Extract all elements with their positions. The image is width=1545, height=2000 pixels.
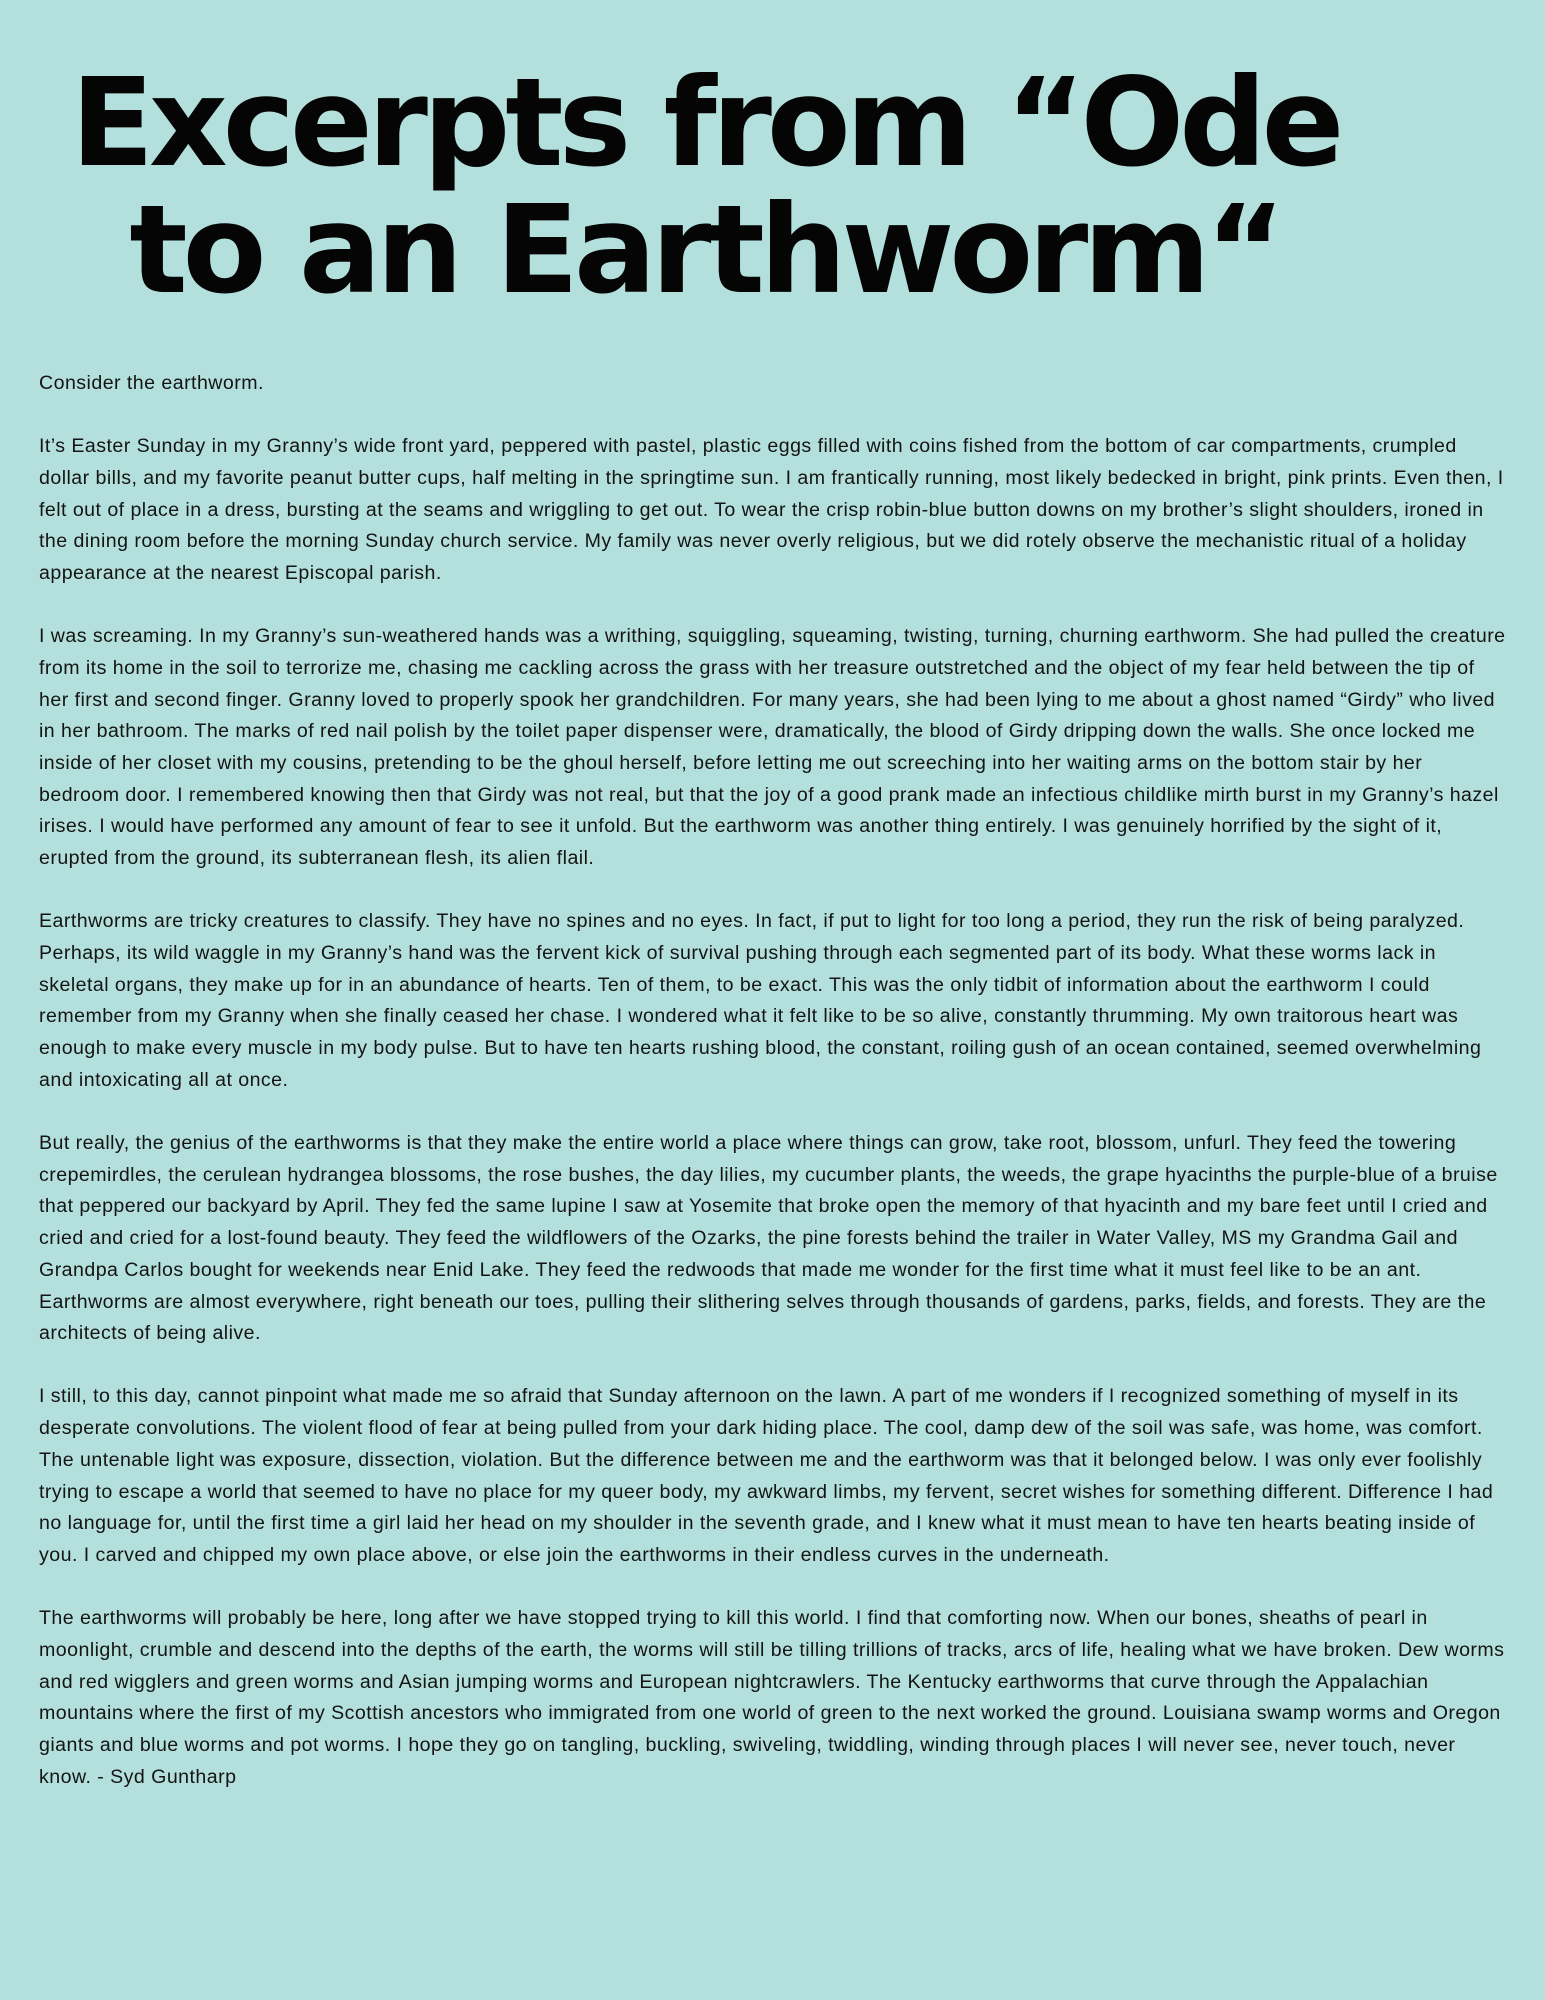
essay-body: [39, 368, 1507, 1825]
paragraph-opening: Consider the earthworm.: [39, 372, 264, 394]
paragraph-genius: But really, the genius of the earthworms is that they make the entire world a place where things can grow, take root, blossom, unfurl. They feed the towering crepemirdles, the cerulean hydrangea blossoms, the rose bushes, the day lilies, my cucumber plants, the weeds, the grape hyacinths the purple-blue of a bruise that peppered our backyard by April. They fed the same lupine I saw at Yosemite that broke open the memory of that hyacinth and my bare feet until I cried and cried and cried for a lost-found beauty. They feed the wildflowers of the Ozarks, the pine forests behind the trailer in Water Valley, MS my Grandma Gail and Grandpa Carlos bought for weekends near Enid Lake. They feed the redwoods that made me wonder for the first time what it must feel like to be an ant. Earthworms are almost everywhere, right beneath our toes, pulling their slithering selves through thousands of gardens, parks, fields, and forests. They are the architects of being alive.: [39, 1132, 1498, 1345]
paragraph-closing-signature: The earthworms will probably be here, long after we have stopped trying to kill this world. I find that comforting now. When our bones, sheaths of pearl in moonlight, crumble and descend into the depths of the earth, the worms will still be tilling trillions of tracks, arcs of life, healing what we have broken. Dew worms and red wigglers and green worms and Asian jumping worms and European nightcrawlers. The Kentucky earthworms that curve through the Appalachian mountains where the first of my Scottish ancestors who immigrated from one world of green to the next worked the ground. Louisiana swamp worms and Oregon giants and blue worms and pot worms. I hope they go on tangling, buckling, swiveling, twiddling, winding through places I will never see, never touch, never know. - Syd Guntharp: [39, 1607, 1505, 1788]
paragraph-classify: Earthworms are tricky creatures to classify. They have no spines and no eyes. In fact, if put to light for too long a period, they run the risk of being paralyzed. Perhaps, its wild waggle in my Granny’s hand was the fervent kick of survival pushing through each segmented part of its body. What these worms lack in skeletal organs, they make up for in an abundance of hearts. Ten of them, to be exact. This was the only tidbit of information about the earthworm I could remember from my Granny when she finally ceased her chase. I wondered what it felt like to be so alive, constantly thrumming. My own traitorous heart was enough to make every muscle in my body pulse. But to have ten hearts rushing blood, the constant, roiling gush of an ocean contained, seemed overwhelming and intoxicating all at once.: [39, 910, 1482, 1091]
paragraph-screaming: I was screaming. In my Granny’s sun-weathered hands was a writhing, squiggling, squeaming, twisting, turning, churning earthworm. She had pulled the creature from its home in the soil to terrorize me, chasing me cackling across the grass with her treasure outstretched and the object of my fear held between the tip of her first and second finger. Granny loved to properly spook her grandchildren. For many years, she had been lying to me about a ghost named “Girdy” who lived in her bathroom. The marks of red nail polish by the toilet paper dispenser were, dramatically, the blood of Girdy dripping down the walls. She once locked me inside of her closet with my cousins, pretending to be the ghoul herself, before letting me out screeching into her waiting arms on the bottom stair by her bedroom door. I remembered knowing then that Girdy was not real, but that the joy of a good prank made an infectious childlike mirth burst in my Granny’s hazel irises. I would have performed any amount of fear to see it unfold. But the earthworm was another thing entirely. I was genuinely horrified by the sight of it, erupted from the ground, its subterranean flesh, its alien flail.: [39, 625, 1506, 870]
paragraph-easter-sunday: It’s Easter Sunday in my Granny’s wide front yard, peppered with pastel, plastic eggs filled with coins fished from the bottom of car compartments, crumpled dollar bills, and my favorite peanut butter cups, half melting in the springtime sun. I am frantically running, most likely bedecked in bright, pink prints. Even then, I felt out of place in a dress, bursting at the seams and wriggling to get out. To wear the crisp robin-blue button downs on my brother’s slight shoulders, ironed in the dining room before the morning Sunday church service. My family was never overly religious, but we did rotely observe the mechanistic ritual of a holiday appearance at the nearest Episcopal parish.: [39, 435, 1504, 585]
paragraph-afraid: I still, to this day, cannot pinpoint what made me so afraid that Sunday afternoon on the lawn. A part of me wonders if I recognized something of myself in its desperate convolutions. The violent flood of fear at being pulled from your dark hiding place. The cool, damp dew of the soil was safe, was home, was comfort. The untenable light was exposure, dissection, violation. But the difference between me and the earthworm was that it belonged below. I was only ever foolishly trying to escape a world that seemed to have no place for my queer body, my awkward limbs, my fervent, secret wishes for something different. Difference I had no language for, until the first time a girl laid her head on my shoulder in the seventh grade, and I knew what it must mean to have ten hearts beating inside of you. I carved and chipped my own place above, or else join the earthworms in their endless curves in the underneath.: [39, 1385, 1494, 1566]
page-title: Excerpts from “Ode to an Earthworm“: [70, 52, 1340, 321]
